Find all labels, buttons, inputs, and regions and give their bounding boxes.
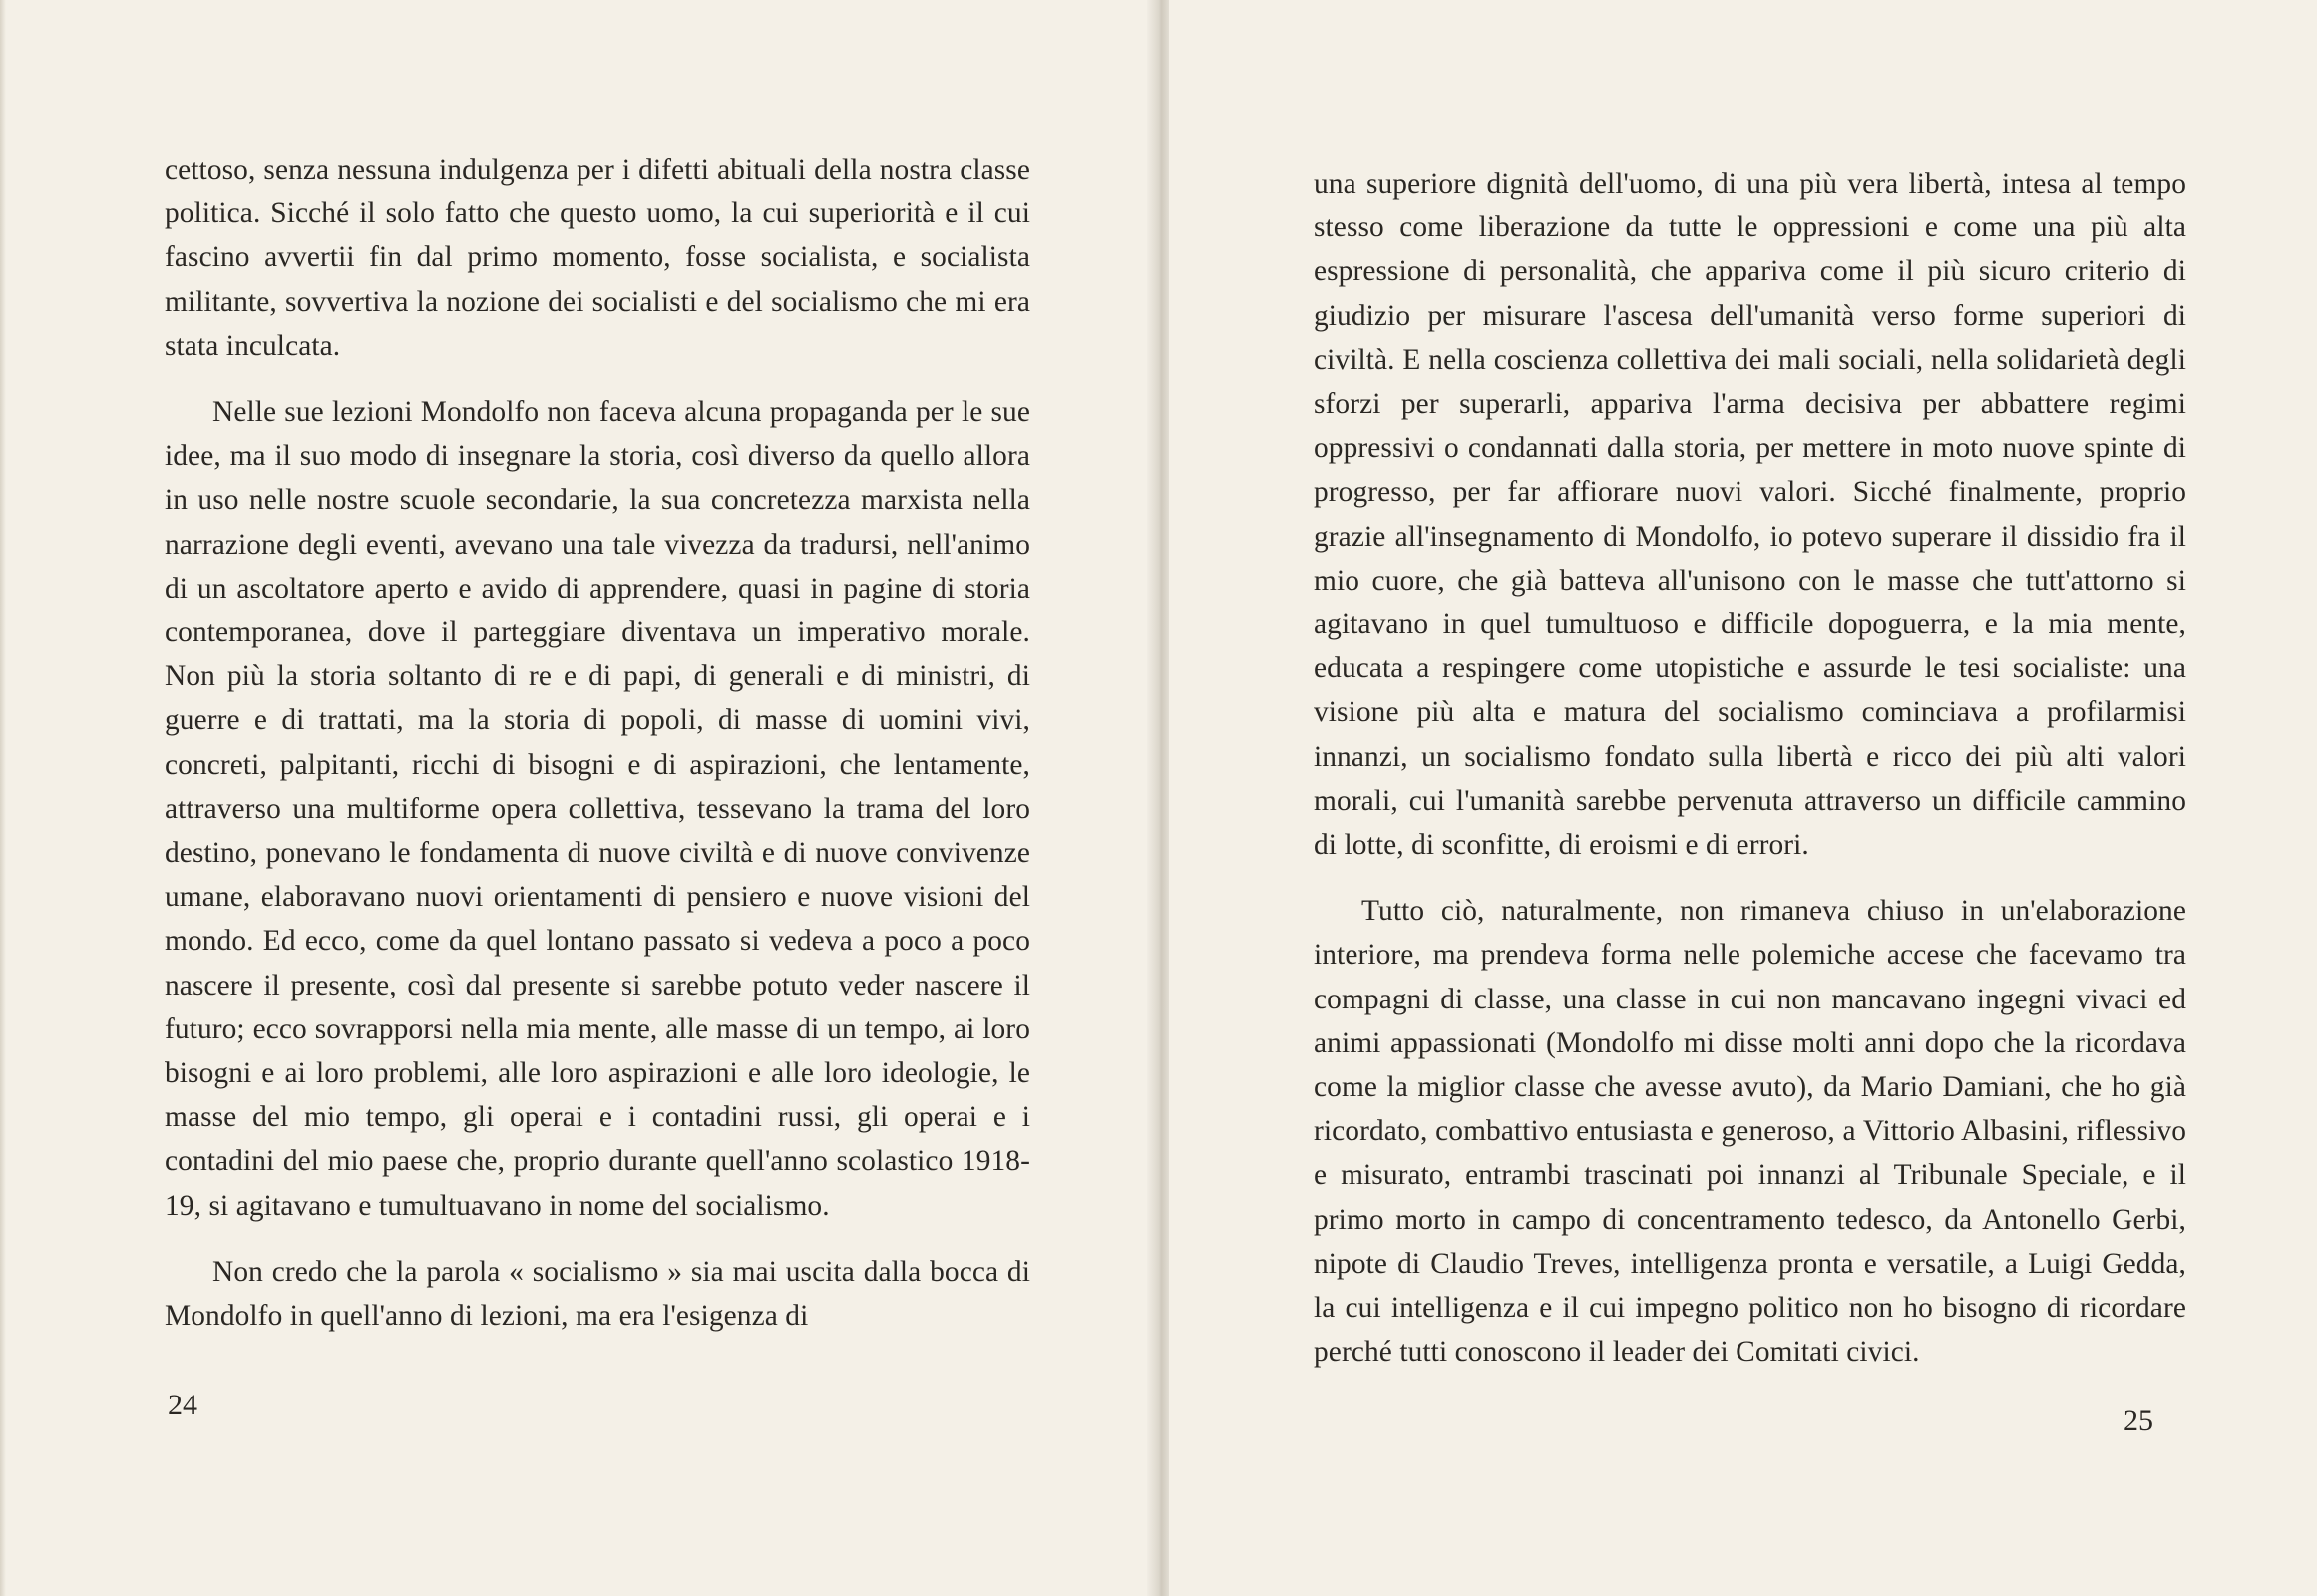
left-page — [0, 0, 1155, 1596]
left-page-number: 24 — [168, 1389, 197, 1421]
left-paragraph-3: Non credo che la parola « socialismo » sia mai uscita dalla bocca di Mondolfo in quell'anno di lezioni, ma era l'esigenza di — [165, 1255, 1030, 1333]
page-edge-shadow — [0, 0, 6, 1596]
left-paragraph-1: cettoso, senza nessuna indulgenza per i difetti abituali della nostra classe politica. Sicché il solo fatto che questo uomo, la cui superiorità e il cui fascino avvertii fin dal primo momento, fosse socialista, e socialista militante, sovvertiva la nozione dei socialisti e del socialismo che mi era stata inculcata. — [165, 154, 1030, 362]
right-page-number: 25 — [2124, 1404, 2153, 1437]
right-page — [1169, 0, 2317, 1596]
right-paragraph-1: una superiore dignità dell'uomo, di una più vera libertà, intesa al tempo stesso come liberazione da tutte le oppressioni e come una più alta espressione di personalità, che appariva come il più sicuro criterio di giudizio per misurare l'ascesa dell'umanità verso forme superiori di civiltà. E nella coscienza collettiva dei mali sociali, nella solidarietà degli sforzi per superarli, appariva l'arma decisiva per abbattere regimi oppressivi o condannati dalla storia, per mettere in moto nuove spinte di progresso, per far affiorare nuovi valori. Sicché finalmente, proprio grazie all'insegnamento di Mondolfo, io potevo superare il dissidio fra il mio cuore, che già batteva all'unisono con le masse che tutt'attorno si agitavano in quel tumultuoso e difficile dopoguerra, e la mia mente, educata a respingere come utopistiche e assurde le tesi socialiste: una visione più alta e matura del socialismo cominciava a profilarmisi innanzi, un socialismo fondato sulla libertà e ricco dei più alti valori morali, cui l'umanità sarebbe pervenuta attraverso un difficile cammino di lotte, di sconfitte, di eroismi e di errori. — [1314, 168, 2186, 862]
right-paragraph-2: Tutto ciò, naturalmente, non rimaneva chiuso in un'elaborazione interiore, ma prendeva forma nelle polemiche accese che facevamo tra compagni di classe, una classe in cui non mancavano ingegni vivaci ed animi appassionati (Mondolfo mi disse molti anni dopo che la ricordava come la miglior classe che avesse avuto), da Mario Damiani, che ho già ricordato, combattivo entusiasta e generoso, a Vittorio Albasini, riflessivo e misurato, entrambi trascinati poi innanzi al Tribunale Speciale, e il primo morto in campo di concentramento tedesco, da Antonello Gerbi, nipote di Claudio Treves, intelligenza pronta e versatile, a Luigi Gedda, la cui intelligenza e il cui impegno politico non ho bisogno di ricordare perché tutti conoscono il leader dei Comitati civici. — [1314, 895, 2186, 1369]
left-paragraph-2: Nelle sue lezioni Mondolfo non faceva alcuna propaganda per le sue idee, ma il suo modo di insegnare la storia, così diverso da quello allora in uso nelle nostre scuole secondarie, la sua concretezza marxista nella narrazione degli eventi, avevano una tale vivezza da tradursi, nell'animo di un ascoltatore aperto e avido di apprendere, quasi in pagine di storia contemporanea, dove il parteggiare diventava un imperativo morale. Non più la storia soltanto di re e di papi, di generali e di ministri, di guerre e di trattati, ma la storia di popoli, di masse di uomini vivi, concreti, palpitanti, ricchi di bisogni e di aspirazioni, che lentamente, attraverso una multiforme opera collettiva, tessevano la trama del loro destino, ponevano le fondamenta di nuove civiltà e di nuove convivenze umane, elaboravano nuovi orientamenti di pensiero e nuove visioni del mondo. Ed ecco, come da quel lontano passato si vedeva a poco a poco nascere il presente, così dal presente si sarebbe potuto veder nascere il futuro; ecco sovrapporsi nella mia mente, alle masse di un tempo, ai loro bisogni e ai loro problemi, alle loro aspirazioni e alle loro ideologie, le masse del mio tempo, gli operai e i contadini russi, gli operai e i contadini del mio paese che, proprio durante quell'anno scolastico 1918-19, si agitavano e tumultuavano in nome del socialismo. — [165, 396, 1030, 1222]
left-text-column — [165, 148, 1030, 1338]
right-text-column — [1314, 162, 2186, 1374]
